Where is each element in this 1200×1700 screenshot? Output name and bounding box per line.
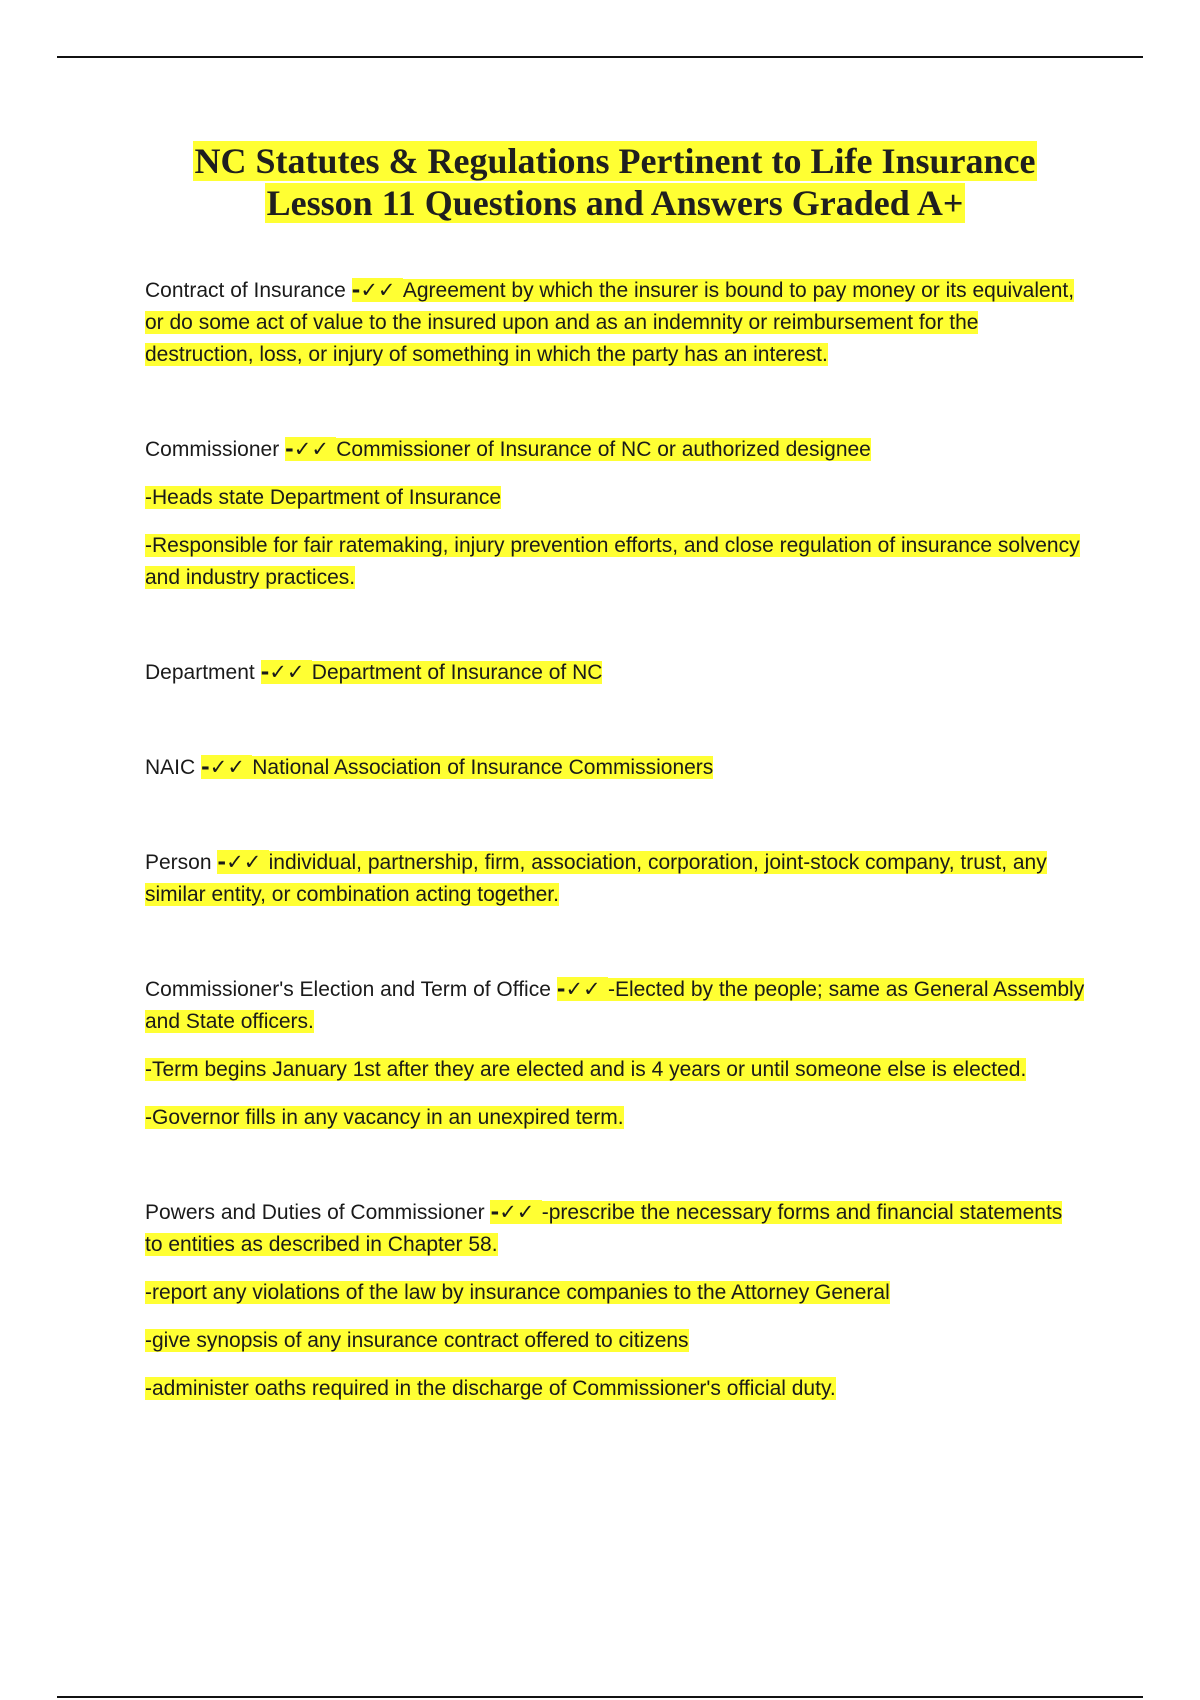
answer-text: -give synopsis of any insurance contract offered to citizens [145,1329,689,1352]
answer-text: -prescribe the necessary forms and financial statements to entities as described in Chapter 58. [145,1201,1063,1256]
top-divider [57,56,1143,58]
double-check-icon: -✓✓ [201,755,253,779]
qa-entry [145,751,1085,784]
answer-text: -report any violations of the law by insurance companies to the Attorney General [145,1281,890,1304]
double-check-icon: -✓✓ [490,1200,542,1224]
qa-continuation-line [145,1277,1085,1309]
double-check-icon: -✓✓ [351,278,403,302]
answer-text: Agreement by which the insurer is bound to pay money or its equivalent, or do some act of value to the insured upon and as an indemnity or reimbursement for the destruction, loss, or injury of something in which the party has an interest. [145,279,1075,366]
qa-entry [145,656,1085,689]
double-check-icon: -✓✓ [260,660,312,684]
answer-text: individual, partnership, firm, association, corporation, joint-stock company, trust, any similar entity, or combination acting together. [145,851,1047,906]
term-label: Department [145,661,255,684]
qa-continuation-line [145,1325,1085,1357]
answer-text: Department of Insurance of NC [311,661,603,684]
answer-text: National Association of Insurance Commissioners [252,756,714,779]
answer-text: -Responsible for fair ratemaking, injury prevention efforts, and close regulation of insurance solvency and industry practices. [145,534,1080,589]
answer-text: -Elected by the people; same as General Assembly and State officers. [145,978,1085,1033]
qa-first-line [145,274,1085,371]
answer-text: -Governor fills in any vacancy in an unexpired term. [145,1106,624,1129]
qa-entry [145,433,1085,594]
document-page [145,140,1085,1467]
double-check-icon: -✓✓ [556,977,608,1001]
qa-first-line [145,433,1085,466]
term-label: NAIC [145,756,196,779]
qa-entries [145,274,1085,1405]
qa-first-line [145,973,1085,1038]
term-label: Commissioner [145,438,280,461]
answer-text: -Heads state Department of Insurance [145,486,502,509]
qa-first-line [145,656,1085,689]
term-label: Person [145,851,212,874]
qa-entry [145,274,1085,371]
qa-continuation-line [145,1102,1085,1134]
term-label: Powers and Duties of Commissioner [145,1201,485,1224]
qa-continuation-line [145,530,1085,594]
qa-entry [145,973,1085,1134]
answer-text: Commissioner of Insurance of NC or authorized designee [336,438,871,461]
qa-continuation-line [145,1373,1085,1405]
double-check-icon: -✓✓ [217,850,269,874]
qa-continuation-line [145,482,1085,514]
qa-entry [145,1196,1085,1405]
double-check-icon: -✓✓ [285,437,337,461]
answer-text: -administer oaths required in the discharge of Commissioner's official duty. [145,1377,836,1400]
term-label: Contract of Insurance [145,279,346,302]
bottom-divider [57,1696,1143,1698]
term-label: Commissioner's Election and Term of Office [145,978,551,1001]
qa-first-line [145,751,1085,784]
title-line-1: NC Statutes & Regulations Pertinent to Life Insurance [194,141,1036,181]
answer-text: -Term begins January 1st after they are elected and is 4 years or until someone else is elected. [145,1058,1027,1081]
qa-continuation-line [145,1054,1085,1086]
qa-entry [145,846,1085,911]
title-line-2: Lesson 11 Questions and Answers Graded A+ [266,183,964,223]
document-title [145,140,1085,224]
qa-first-line [145,1196,1085,1261]
qa-first-line [145,846,1085,911]
